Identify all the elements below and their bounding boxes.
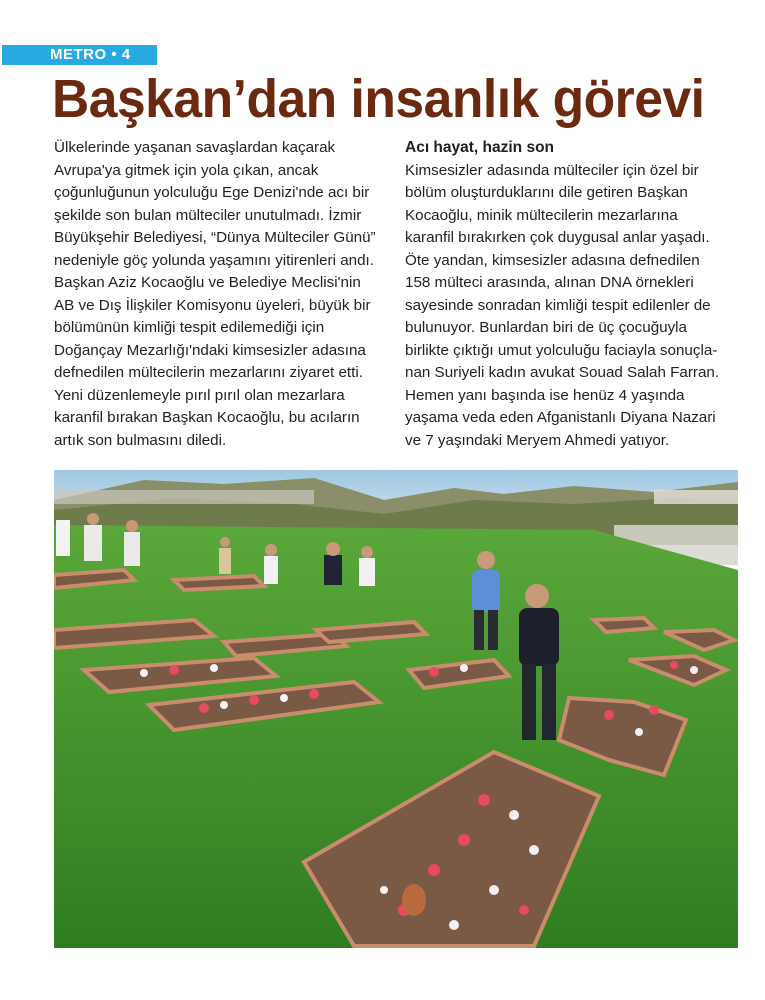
body-line: Öte yandan, kimsesizler adasına defnedilen bbox=[405, 251, 700, 269]
body-line: artık son bulmasını diledi. bbox=[54, 431, 227, 449]
body-line: nedeniyle göç yolunda yaşamını yitirenleri andı. bbox=[54, 251, 374, 269]
body-line: Başkan Aziz Kocaoğlu ve Belediye Meclisi'nin bbox=[54, 274, 361, 291]
section-label: METRO • 4 bbox=[50, 46, 131, 63]
body-line: karanfil bırakan Başkan Kocaoğlu, bu acıların bbox=[54, 409, 360, 426]
body-line: birlikte çıktığı umut yolculuğu faciayla sonuçla- bbox=[405, 341, 718, 359]
subheading: Acı hayat, hazin son bbox=[405, 139, 555, 156]
body-line: bölümünün kimliği tespit edilemediği için bbox=[54, 319, 325, 336]
body-line: defnedilen mültecilerin mezarlarını ziyaret etti. bbox=[54, 364, 363, 381]
body-line: Hemen yanı başında ise henüz 4 yaşında bbox=[405, 386, 685, 404]
body-line: AB ve Dış İlişkiler Komisyonu üyeleri, büyük bir bbox=[54, 296, 371, 314]
body-line: Büyükşehir Belediyesi, “Dünya Mülteciler Günü” bbox=[54, 229, 376, 246]
body-line: Yeni düzenlemeyle pırıl pırıl olan mezarlara bbox=[54, 386, 345, 404]
body-line: bulunuyor. Bunlardan biri de üç çocuğuyla bbox=[405, 319, 687, 336]
body-line: çoğunluğunun yolculuğu Ege Denizi'nde acı bir bbox=[54, 184, 370, 201]
body-line: karanfil bırakırken çok duygusal anlar yaşadı. bbox=[405, 229, 710, 246]
headline: Başkan’dan insanlık görevi bbox=[52, 69, 705, 129]
body-line: yaşama veda eden Afganistanlı Diyana Nazari bbox=[405, 409, 716, 426]
body-line: bölüm oluşturduklarını dile getiren Başkan bbox=[405, 184, 688, 201]
body-line: Kocaoğlu, minik mültecilerin mezarlarına bbox=[405, 206, 678, 224]
body-line: Ülkelerinde yaşanan savaşlardan kaçarak bbox=[54, 139, 336, 156]
body-line: nan Suriyeli kadın avukat Souad Salah Farran. bbox=[405, 364, 720, 381]
right-column bbox=[405, 137, 755, 452]
body-line: Doğançay Mezarlığı'ndaki kimsesizler adasına bbox=[54, 341, 366, 359]
left-column bbox=[54, 137, 394, 452]
body-line: sayesinde sonradan kimliği tespit edilenler de bbox=[405, 296, 711, 314]
body-line: 158 mülteci arasında, alınan DNA örnekleri bbox=[405, 274, 694, 291]
body-line: ve 7 yaşındaki Meryem Ahmedi yatıyor. bbox=[405, 431, 670, 449]
body-line: Avrupa'ya gitmek için yola çıkan, ancak bbox=[54, 161, 319, 179]
section-tag bbox=[2, 45, 157, 65]
body-line: Kimsesizler adasında mülteciler için özel bir bbox=[405, 161, 699, 179]
cemetery-photo bbox=[54, 470, 738, 948]
body-line: şekilde son bulan mülteciler unutulmadı. İzmir bbox=[54, 206, 362, 224]
